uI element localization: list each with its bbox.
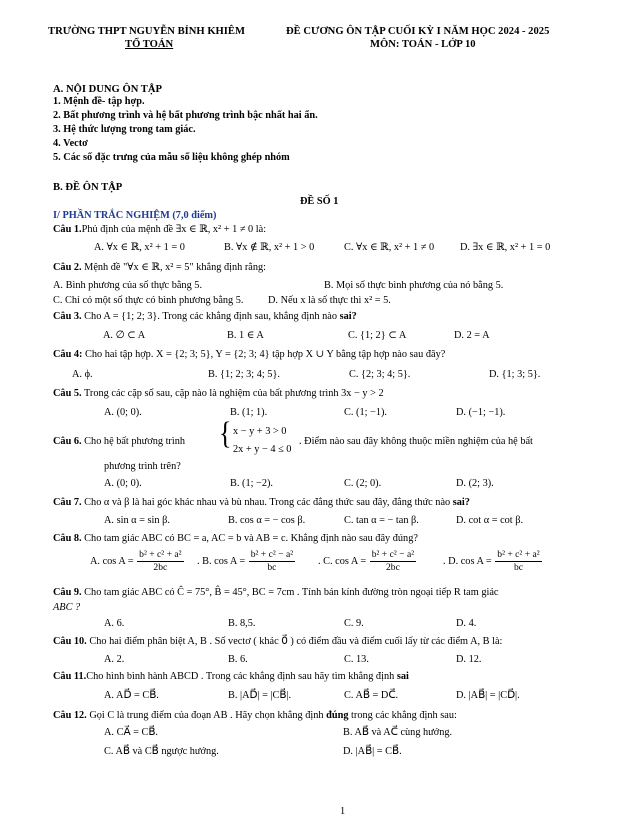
question-text: Cho tam giác ABC có BC = a, AC = b và AB = c. Khẳng định nào sau đây đúng? [81, 533, 418, 544]
department-name: TỔ TOÁN [125, 39, 174, 50]
option-b: B. (1; −2). [230, 478, 273, 489]
question-label: Câu 3. [53, 311, 82, 322]
option-d: D. |AB⃗| = |CD⃗|. [456, 690, 520, 701]
fraction [370, 549, 416, 574]
option-d: D. |AB⃗| = CB⃗. [343, 746, 402, 757]
option-c: C. {1; 2} ⊂ A [348, 330, 407, 341]
option-b: B. 6. [228, 654, 248, 665]
option-a: A. Bình phương của số thực bằng 5. [53, 280, 203, 291]
option-d: D. cot α = cot β. [456, 515, 524, 526]
option-c: C. {2; 3; 4; 5}. [349, 369, 411, 380]
question-label: Câu 11. [53, 671, 87, 682]
option-c: C. tan α = − tan β. [344, 515, 419, 526]
question-text: Cho A = {1; 2; 3}. Trong các khẳng định sau, khẳng định nào [81, 311, 340, 322]
school-name: TRƯỜNG THPT NGUYỄN BỈNH KHIÊM [48, 26, 245, 37]
option-a: A. 2. [104, 654, 125, 665]
option-b: B. Mọi số thực bình phương của nó bằng 5. [324, 280, 504, 291]
question-11 [53, 671, 409, 684]
subject-title: MÔN: TOÁN - LỚP 10 [370, 39, 476, 50]
question-label: Câu 7. [53, 497, 82, 508]
content-item: 1. Mệnh đề- tập hợp. [53, 96, 145, 107]
option-label: . D. cos A = [443, 555, 492, 567]
question-label: Câu 2. [53, 262, 82, 273]
question-text-continued: phương trình trên? [104, 461, 181, 472]
content-item: 5. Các số đặc trưng của mẫu số liệu không ghép nhóm [53, 152, 290, 163]
option-b: B. 8,5. [228, 618, 256, 629]
question-label: Câu 12. [53, 710, 87, 721]
denominator: 2bc [153, 561, 168, 573]
question-text: Cho hình bình hành ABCD . Trong các khẳng định sau hãy tìm khẳng định [86, 671, 397, 682]
option-d: D. ∃x ∈ ℝ, x² + 1 = 0 [460, 242, 551, 253]
option-b: B. ∀x ∉ ℝ, x² + 1 > 0 [224, 242, 315, 253]
question-1 [53, 224, 266, 237]
option-d: D. 12. [456, 654, 482, 665]
option-a: A. ∅ ⊂ A [103, 330, 146, 341]
option-a [90, 549, 185, 574]
content-item: 2. Bất phương trình và hệ bất phương trình bậc nhất hai ẩn. [53, 110, 318, 121]
option-c: C. 13. [344, 654, 369, 665]
question-text: Trong các cặp số sau, cặp nào là nghiệm của bất phương trình 3x − y > 2 [81, 388, 384, 399]
question-2 [53, 262, 266, 275]
fraction [249, 549, 295, 574]
denominator: bc [267, 561, 277, 573]
numerator: b² + c² + a² [497, 549, 540, 560]
question-text-continued: ABC ? [53, 602, 81, 613]
denominator: 2bc [385, 561, 400, 573]
section-a-title: A. NỘI DUNG ÔN TẬP [53, 84, 162, 95]
question-label: Câu 4: [53, 349, 83, 360]
option-a: A. CA⃗ = CB⃗. [104, 727, 158, 738]
question-label: Câu 6. [53, 436, 82, 447]
question-5 [53, 388, 384, 401]
system-line-2: 2x + y − 4 ≤ 0 [233, 444, 292, 455]
part-title: I/ PHẦN TRẮC NGHIỆM (7,0 điểm) [53, 210, 217, 221]
option-d: D. 4. [456, 618, 477, 629]
option-d: D. {1; 3; 5}. [489, 369, 541, 380]
option-c: C. AB⃗ = DC⃗. [344, 690, 399, 701]
question-text: Cho α và β là hai góc khác nhau và bù nhau. Trong các đẳng thức sau đây, đẳng thức nào [81, 497, 453, 508]
option-b [197, 549, 296, 574]
option-c: C. ∀x ∈ ℝ, x² + 1 ≠ 0 [344, 242, 435, 253]
numerator: b² + c² − a² [371, 549, 415, 560]
fraction [495, 549, 541, 574]
section-b-title: B. ĐỀ ÔN TẬP [53, 182, 123, 193]
question-label: Câu 8. [53, 533, 82, 544]
question-emphasis: sai [396, 671, 409, 682]
option-c: C. (1; −1). [344, 407, 387, 418]
option-c: C. AB⃗ và CB⃗ ngược hướng. [104, 746, 219, 757]
option-label: A. cos A = [90, 555, 134, 567]
question-text: Cho hai tập hợp. X = {2; 3; 5}, Y = {2; 3; 4} tập hợp X ∪ Y bằng tập hợp nào sau đây? [82, 349, 446, 360]
option-a: A. (0; 0). [104, 478, 142, 489]
option-label: . B. cos A = [197, 555, 246, 567]
question-12 [53, 710, 457, 723]
content-item: 4. Vectơ [53, 138, 88, 149]
question-text: Mệnh đề "∀x ∈ ℝ, x² = 5" khẳng định rằng: [81, 262, 267, 273]
option-d [443, 549, 543, 574]
document-title: ĐỀ CƯƠNG ÔN TẬP CUỐI KỲ I NĂM HỌC 2024 - 2025 [286, 26, 550, 37]
option-a: A. ϕ. [72, 369, 93, 380]
question-text-continued: . Điểm nào sau đây không thuộc miền nghiệm của hệ bất [299, 436, 533, 447]
exam-number: ĐỀ SỐ 1 [300, 196, 339, 207]
option-a: A. sin α = sin β. [104, 515, 170, 526]
option-d: D. Nếu x là số thực thì x² = 5. [268, 295, 391, 306]
option-b: B. 1 ∈ A [227, 330, 264, 341]
question-text: Phủ định của mệnh đề ∃x ∈ ℝ, x² + 1 ≠ 0 là: [81, 224, 267, 235]
question-6 [53, 436, 185, 449]
question-7 [53, 497, 470, 510]
question-text: Gọi C là trung điểm của đoạn AB . Hãy chọn khẳng định [86, 710, 327, 721]
question-label: Câu 5. [53, 388, 82, 399]
option-b: B. {1; 2; 3; 4; 5}. [208, 369, 280, 380]
system-brace: { [219, 416, 232, 451]
option-b: B. |AD⃗| = |CB⃗|. [228, 690, 292, 701]
option-c: C. Chỉ có một số thực có bình phương bằng 5. [53, 295, 244, 306]
option-a: A. (0; 0). [104, 407, 142, 418]
option-c: C. (2; 0). [344, 478, 382, 489]
option-c: C. 9. [344, 618, 364, 629]
question-text: Cho hai điểm phân biệt A, B . Số vectơ ( khác 0⃗ ) có điểm đầu và điểm cuối lấy từ các điểm A, B là: [86, 636, 503, 647]
question-label: Câu 9. [53, 587, 82, 598]
option-a: A. AD⃗ = CB⃗. [104, 690, 159, 701]
option-label: . C. cos A = [318, 555, 367, 567]
question-emphasis: sai? [339, 311, 357, 322]
option-d: D. (−1; −1). [456, 407, 506, 418]
option-b: B. cos α = − cos β. [228, 515, 306, 526]
question-10 [53, 636, 502, 649]
question-4 [53, 349, 445, 362]
question-label: Câu 10. [53, 636, 87, 647]
option-c [318, 549, 417, 574]
option-d: D. (2; 3). [456, 478, 494, 489]
option-a: A. 6. [104, 618, 125, 629]
system-line-1: x − y + 3 > 0 [233, 426, 287, 437]
content-item: 3. Hệ thức lượng trong tam giác. [53, 124, 196, 135]
question-text: trong các khẳng định sau: [348, 710, 457, 721]
question-8 [53, 533, 418, 546]
question-9 [53, 587, 498, 600]
numerator: b² + c² − a² [250, 549, 294, 560]
denominator: bc [513, 561, 523, 573]
option-b: B. (1; 1). [230, 407, 268, 418]
question-3 [53, 311, 357, 324]
question-text: Cho hệ bất phương trình [81, 436, 186, 447]
fraction [137, 549, 183, 574]
option-a: A. ∀x ∈ ℝ, x² + 1 = 0 [94, 242, 185, 253]
question-label: Câu 1. [53, 224, 82, 235]
numerator: b² + c² + a² [139, 549, 182, 560]
option-b: B. AB⃗ và AC⃗ cùng hướng. [343, 727, 453, 738]
page-number: 1 [340, 806, 346, 817]
option-d: D. 2 = A [454, 330, 490, 341]
question-emphasis: sai? [452, 497, 470, 508]
question-emphasis: đúng [326, 710, 349, 721]
question-text: Cho tam giác ABC có Ĉ = 75°, B̂ = 45°, BC = 7cm . Tính bán kính đường tròn ngoại tiếp R tam giác [81, 587, 499, 598]
